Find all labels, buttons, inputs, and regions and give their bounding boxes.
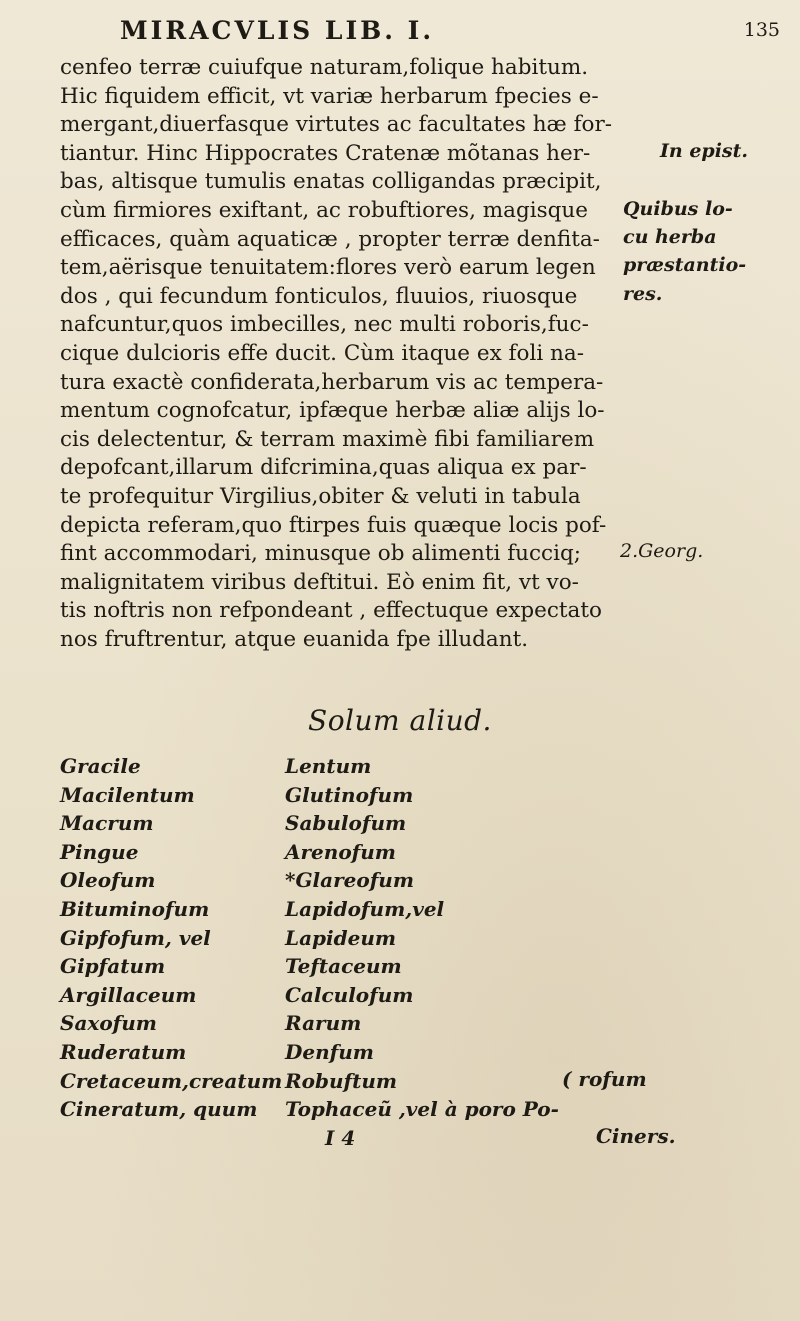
body-line: mergant,diuerfasque virtutes ac facultates hæ for- xyxy=(60,112,613,138)
body-paragraph xyxy=(60,54,620,654)
body-line: depicta referam,quo ftirpes fuis quæque locis pof- xyxy=(60,512,607,538)
page-number: 135 xyxy=(743,19,780,41)
body-line: depofcant,illarum difcrimina,quas aliqua ex par- xyxy=(60,455,587,481)
list-item: Gipfatum xyxy=(60,954,166,979)
list-item: Macilentum xyxy=(60,782,195,807)
body-line: cis delectentur, & terram maximè fibi familiarem xyxy=(60,426,595,452)
list-item: Rarum xyxy=(285,1011,362,1036)
list-item: Teftaceum xyxy=(285,954,402,979)
list-item: Macrum xyxy=(60,811,154,836)
section-subheading: Solum aliud. xyxy=(308,704,492,737)
body-line: dos , qui fecundum fonticulos, fluuios, riuosque xyxy=(60,283,578,309)
body-line: tiantur. Hinc Hippocrates Cratenæ mõtanas her- xyxy=(60,140,591,166)
margin-note-res: res. xyxy=(623,283,663,305)
soil-list-right-column xyxy=(285,752,559,1152)
soil-list-left-column xyxy=(60,752,282,1124)
margin-note-georg: 2.Georg. xyxy=(620,540,704,562)
body-line: bas, altisque tumulis enatas colligandas præcipit, xyxy=(60,169,602,195)
list-item: Argillaceum xyxy=(60,982,197,1007)
margin-note-cu-herba: cu herba xyxy=(623,226,717,248)
body-line: cenfeo terræ cuiufque naturam,folique habitum. xyxy=(60,55,589,80)
list-item: Lapideum xyxy=(285,925,397,950)
list-item: Pingue xyxy=(60,839,139,864)
margin-note-in-epist: In epist. xyxy=(660,140,748,162)
list-item: Arenofum xyxy=(285,839,396,864)
list-item: Saxofum xyxy=(60,1011,157,1036)
body-line: tem,aërisque tenuitatem:flores verò earum legen xyxy=(60,255,596,281)
list-item: Calculofum xyxy=(285,982,414,1007)
body-line: efficaces, quàm aquaticæ , propter terræ denfita- xyxy=(60,226,600,252)
body-line: cùm firmiores exiftant, ac robuftiores, magisque xyxy=(60,197,588,223)
list-item: Cretaceum,creatum xyxy=(60,1068,283,1093)
aside-rofum: ( rofum xyxy=(562,1067,647,1091)
body-line: fint accommodari, minusque ob alimenti fucciq; xyxy=(60,541,581,567)
body-line: te profequitur Virgilius,obiter & veluti in tabula xyxy=(60,483,581,509)
list-item: Lapidofum,vel xyxy=(285,896,445,921)
running-head xyxy=(120,14,780,48)
list-item: Tophaceũ ,vel à poro Po- xyxy=(285,1097,559,1122)
list-item: Lentum xyxy=(285,754,372,778)
body-line: Hic fiquidem efficit, vt variæ herbarum fpecies e- xyxy=(60,83,599,109)
body-line: cique dulcioris effe ducit. Cùm itaque ex foli na- xyxy=(60,340,584,366)
list-item: Sabulofum xyxy=(285,811,407,836)
body-line: nafcuntur,quos imbecilles, nec multi roboris,fuc- xyxy=(60,312,589,338)
body-line: nos fruftrentur, atque euanida fpe illudant. xyxy=(60,626,529,652)
body-line: tis noftris non refpondeant , effectuque expectato xyxy=(60,598,602,624)
list-item: Gipfofum, vel xyxy=(60,925,211,950)
margin-note-quibus-lo: Quibus lo- xyxy=(623,198,733,220)
body-line: mentum cognofcatur, ipfæque herbæ aliæ alijs lo- xyxy=(60,398,605,424)
running-title: MIRACVLIS LIB. I. xyxy=(120,16,435,45)
body-line: tura exactè confiderata,herbarum vis ac tempera- xyxy=(60,369,604,395)
list-item: Gracile xyxy=(60,754,141,778)
body-line: malignitatem viribus deftitui. Eò enim fit, vt vo- xyxy=(60,569,579,595)
list-item: Ruderatum xyxy=(60,1039,187,1064)
catchword: Ciners. xyxy=(596,1124,676,1148)
list-item: Robuftum xyxy=(285,1068,398,1093)
list-item: Denfum xyxy=(285,1039,374,1064)
list-item: Glutinofum xyxy=(285,782,414,807)
list-item: *Glareofum xyxy=(285,868,415,893)
list-item: Oleofum xyxy=(60,868,156,893)
list-item: Bituminofum xyxy=(60,896,210,921)
list-item: Cineratum, quum xyxy=(60,1097,258,1122)
signature-mark: I 4 xyxy=(325,1125,356,1150)
margin-note-praestantio: præstantio- xyxy=(623,254,747,276)
